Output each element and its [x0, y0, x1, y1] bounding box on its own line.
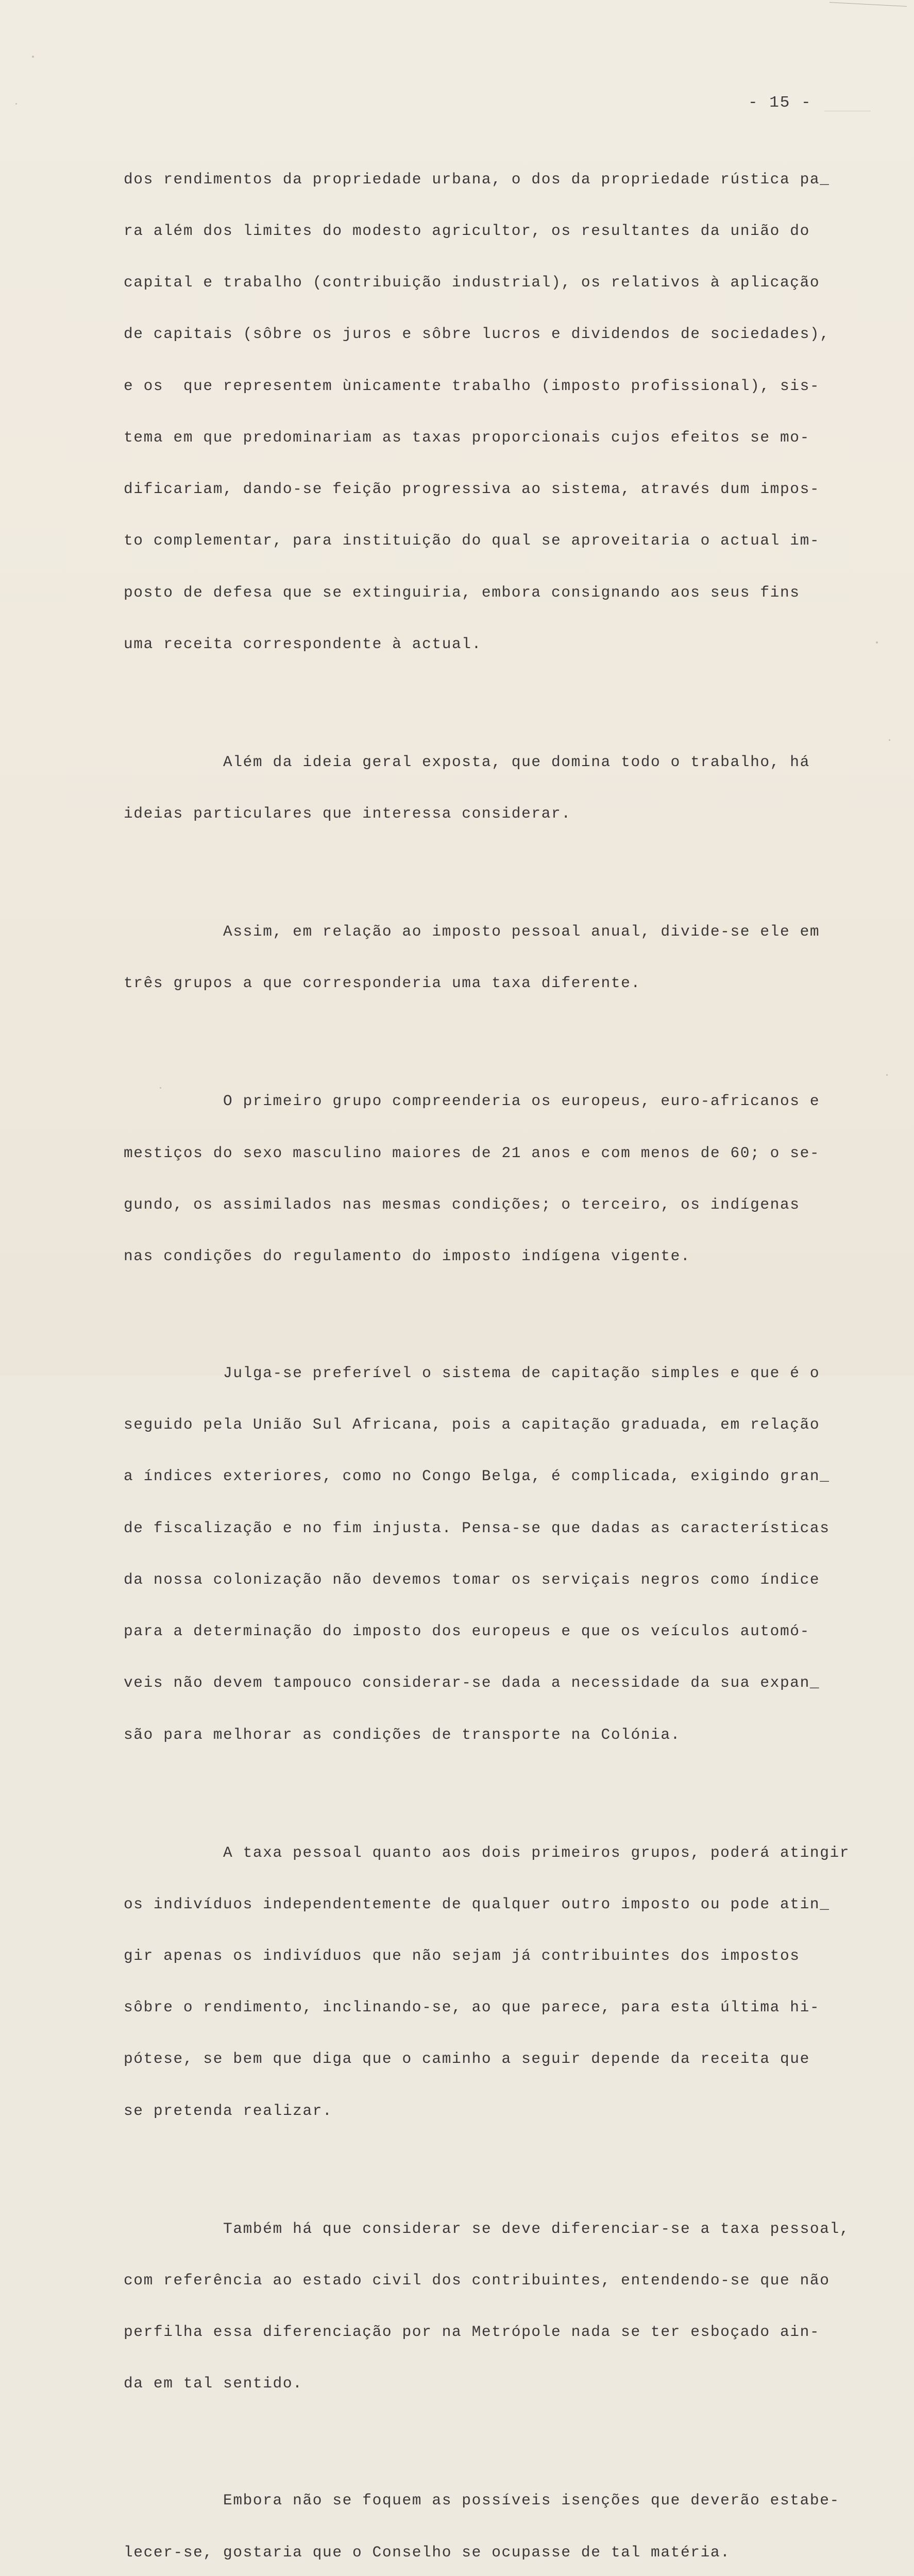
text-line: to complementar, para instituição do qual se aproveitaria o actual im- — [124, 532, 820, 550]
text-line: Também há que considerar se deve diferenciar-se a taxa pessoal, — [124, 2219, 850, 2238]
paragraph — [124, 889, 845, 1026]
paper-speck — [889, 739, 890, 741]
text-line: posto de defesa que se extinguiria, embora consignando aos seus fins — [124, 583, 800, 601]
text-line: os indivíduos independentemente de qualquer outro imposto ou pode atin_ — [124, 1895, 830, 1913]
text-line: veis não devem tampouco considerar-se dada a necessidade da sua expan_ — [124, 1674, 820, 1692]
text-line: A taxa pessoal quanto aos dois primeiros grupos, poderá atingir — [124, 1843, 850, 1861]
text-line: com referência ao estado civil dos contribuintes, entendendo-se que não — [124, 2271, 830, 2289]
text-line: mestiços do sexo masculino maiores de 21 anos e com menos de 60; o se- — [124, 1144, 820, 1162]
page-number: - 15 - — [748, 94, 812, 112]
paper-speck — [876, 641, 878, 643]
paper-speck — [886, 1074, 888, 1076]
text-line: pótese, se bem que diga que o caminho a seguir depende da receita que — [124, 2050, 810, 2068]
text-line: a índices exteriores, como no Congo Belga, é complicada, exigindo gran_ — [124, 1467, 830, 1485]
text-line: Assim, em relação ao imposto pessoal anual, divide-se ele em — [124, 923, 820, 941]
text-line: dificariam, dando-se feição progressiva ao sistema, através dum impos- — [124, 480, 820, 498]
paragraph — [124, 1810, 850, 2154]
text-line: Embora não se foquem as possíveis isenções que deverão estabe- — [124, 2492, 840, 2510]
text-line: para a determinação do imposto dos europeus e que os veículos automó- — [124, 1622, 810, 1640]
text-line: sôbre o rendimento, inclinando-se, ao que parece, para esta última hi- — [124, 1998, 820, 2016]
text-line: tema em que predominariam as taxas proporcionais cujos efeitos se mo- — [124, 428, 810, 446]
paragraph — [124, 1059, 845, 1300]
text-line: Além da ideia geral exposta, que domina todo o trabalho, há — [124, 753, 810, 771]
text-line: de capitais (sôbre os juros e sôbre lucros e dividendos de sociedades), — [124, 325, 830, 343]
text-line: seguido pela União Sul Africana, pois a capitação graduada, em relação — [124, 1416, 820, 1434]
paragraph — [124, 2458, 845, 2576]
text-line: Julga-se preferível o sistema de capitação simples e que é o — [124, 1364, 820, 1382]
paragraph — [124, 2186, 850, 2427]
text-line: ra além dos limites do modesto agricultor, os resultantes da união do — [124, 222, 810, 240]
text-line: ideias particulares que interessa considerar. — [124, 805, 571, 823]
text-line: uma receita correspondente à actual. — [124, 635, 482, 653]
text-line: perfilha essa diferenciação por na Metrópole nada se ter esboçado ain- — [124, 2323, 820, 2341]
text-line: capital e trabalho (contribuição industrial), os relativos à aplicação — [124, 274, 820, 292]
text-line: se pretenda realizar. — [124, 2102, 333, 2120]
text-line: nas condições do regulamento do imposto indígena vigente. — [124, 1247, 691, 1265]
text-line: da nossa colonização não devemos tomar os serviçais negros como índice — [124, 1570, 820, 1588]
paragraph — [124, 137, 845, 687]
document-body — [124, 137, 850, 2576]
text-line: gir apenas os indivíduos que não sejam já contribuintes dos impostos — [124, 1947, 800, 1964]
paper-edge-mark — [830, 2, 907, 7]
text-line: gundo, os assimilados nas mesmas condições; o terceiro, os indígenas — [124, 1195, 800, 1213]
paper-speck — [32, 56, 34, 58]
text-line: lecer-se, gostaria que o Conselho se ocupasse de tal matéria. — [124, 2543, 731, 2561]
text-line: de fiscalização e no fim injusta. Pensa-se que dadas as características — [124, 1519, 830, 1537]
text-line: e os que representem ùnicamente trabalho (imposto profissional), sis- — [124, 377, 820, 395]
text-line: três grupos a que corresponderia uma taxa diferente. — [124, 974, 641, 992]
paragraph — [124, 719, 845, 857]
text-line: da em tal sentido. — [124, 2375, 303, 2393]
text-line: são para melhorar as condições de transporte na Colónia. — [124, 1725, 681, 1743]
paragraph — [124, 1330, 845, 1778]
text-line: O primeiro grupo compreenderia os europeus, euro-africanos e — [124, 1092, 820, 1110]
paper-speck — [15, 103, 17, 105]
text-line: dos rendimentos da propriedade urbana, o dos da propriedade rústica pa_ — [124, 170, 830, 188]
